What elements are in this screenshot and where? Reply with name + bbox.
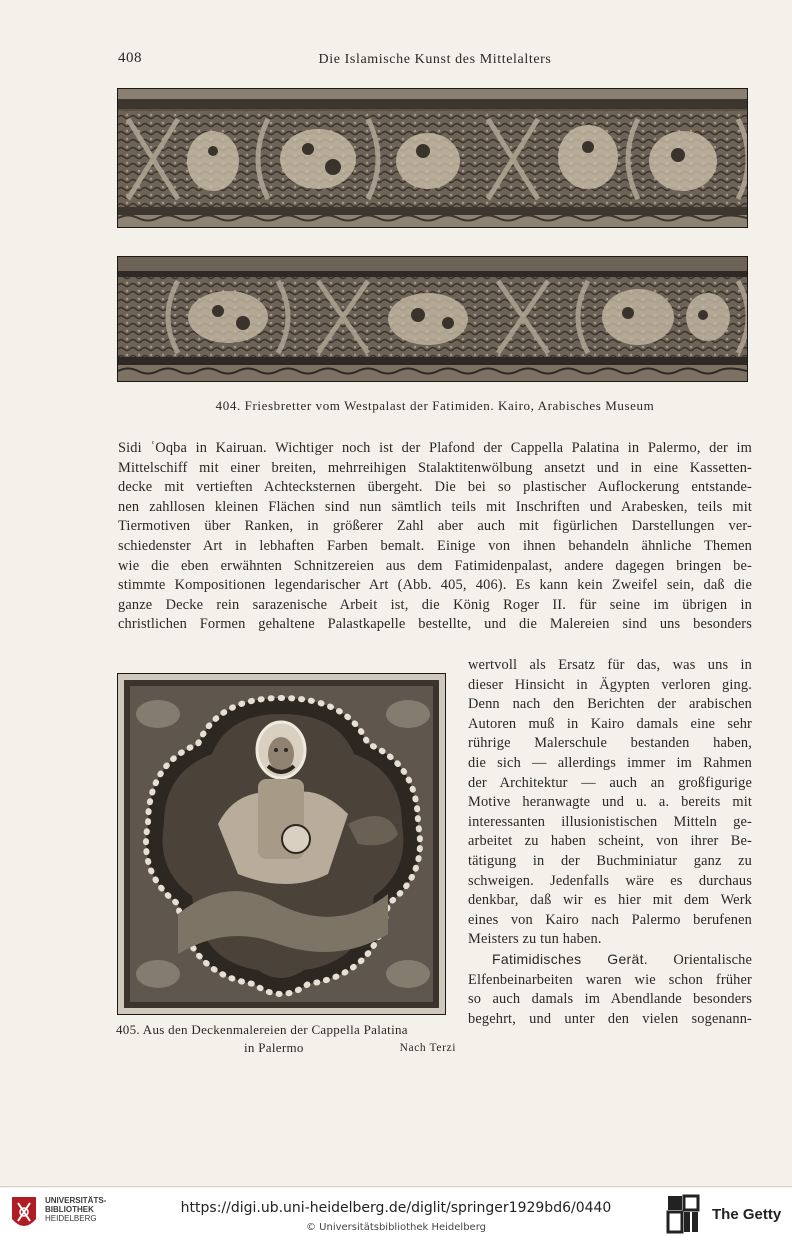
text-line: Denn nach den Berichten der arabischen [468,696,752,713]
text-line: wie die eben erwähnten Schnitzereien aus dem Fatimidenpalast, andere dagegen bringen be- [118,557,752,574]
ceiling-painting-image [117,673,446,1015]
text-line: decke mit vertieften Achtecksternen übergeht. Die bei so plastischer Auflockerung entstande- [118,479,752,496]
figure-405-credit: Nach Terzi [399,1042,456,1054]
text-line: ganze Decke rein sarazenische Arbeit ist, die König Roger II. für seine im übrigen in [118,596,752,613]
text-line: begehrt, und unter den vielen sogenann- [468,1010,752,1027]
figure-405-caption-line2: in Palermo [244,1040,304,1055]
figure-405-caption [116,1021,456,1057]
text-line: Autoren muß in Kairo damals eine sehr [468,715,752,732]
section-heading: Fatimidisches Gerät. [492,950,648,967]
frieze-board-bottom-image [117,256,748,382]
text-line: interessanten illusionistischen Mitteln ge- [468,813,752,830]
getty-name: The Getty [712,1206,782,1223]
text-line: der Architektur — auch an großfigurige [468,774,752,791]
frieze-board-top-image [117,88,748,228]
text-line: schweigen. Jedenfalls wäre es durchaus [468,872,752,889]
text-line: so auch damals im Abendlande besonders [468,991,752,1008]
text-line: christlichen Formen gehaltene Palastkapelle bestellte, und die Malereien sind uns besonders [118,616,752,633]
text-line: wertvoll als Ersatz für das, was uns in [468,657,752,673]
figure-405-caption-line1: 405. Aus den Deckenmalereien der Cappella Palatina [116,1022,408,1037]
university-name: UNIVERSITÄTS- BIBLIOTHEK HEIDELBERG [45,1196,107,1223]
text-line: Elfenbeinarbeiten waren wie schon früher [468,971,752,988]
page-number: 408 [118,50,142,66]
text-line: Motive heranwagte und u. a. bereits mit [468,794,752,811]
main-body-text [118,439,752,635]
text-line: tätigung in der Buchminiatur ganz zu [468,852,752,869]
text-line: nen zahllosen kleinen Flächen sind nun sämtlich teils mit Inschriften und Arabesken, teils mit [118,498,752,515]
getty-logo-icon [666,1194,700,1234]
copyright-notice: © Universitätsbibliothek Heidelberg [305,1222,486,1233]
text-line: Sidi ʿOqba in Kairuan. Wichtiger noch ist der Plafond der Cappella Palatina in Palermo, der im [118,440,752,456]
text-line: schiedenster Art in lebhaften Farben bemalt. Einige von ihnen behandeln ähnliche Themen [118,537,752,554]
text-fragment: Orientalische [673,951,753,968]
text-line: Tiermotiven über Ranken, in größerer Zahl aber auch mit figürlichen Darstellungen ver- [118,518,752,535]
text-line: eines von Kairo nach Palermo berufenen [468,911,752,928]
text-line: arbeitet zu haben scheint, von ihrer Be- [468,833,752,850]
text-line: denkbar, daß wir es hier mit dem Werk [468,892,752,909]
text-line: stimmte Kompositionen legendarischer Art (Abb. 405, 406). Es kann kein Zweifel sein, daß die [118,577,752,594]
side-column-text [468,656,752,1029]
permalink-url[interactable]: https://digi.ub.uni-heidelberg.de/diglit/springer1929bd6/0440 [180,1200,612,1216]
text-line-last-paragraph-end: Meisters zu tun haben. [468,931,602,948]
figure-404-caption: 404. Friesbretter vom Westpalast der Fatimiden. Kairo, Arabisches Museum [215,398,655,413]
text-line: dieser Hinsicht in Ägypten verloren ging. [468,676,752,693]
running-title: Die Islamische Kunst des Mittelalters [318,52,552,67]
text-line: Mittelschiff mit einer breiten, mehrreihigen Stalaktitenwölbung ansetzt und in eine Kassetten- [118,459,752,476]
footer [0,1188,792,1244]
text-line: rührige Malerschule bestanden haben, [468,735,752,752]
section-heading-line [468,950,752,971]
footer-divider [0,1186,792,1187]
text-line: die sich — allerdings immer im Rahmen [468,754,752,771]
page-header [118,50,752,72]
